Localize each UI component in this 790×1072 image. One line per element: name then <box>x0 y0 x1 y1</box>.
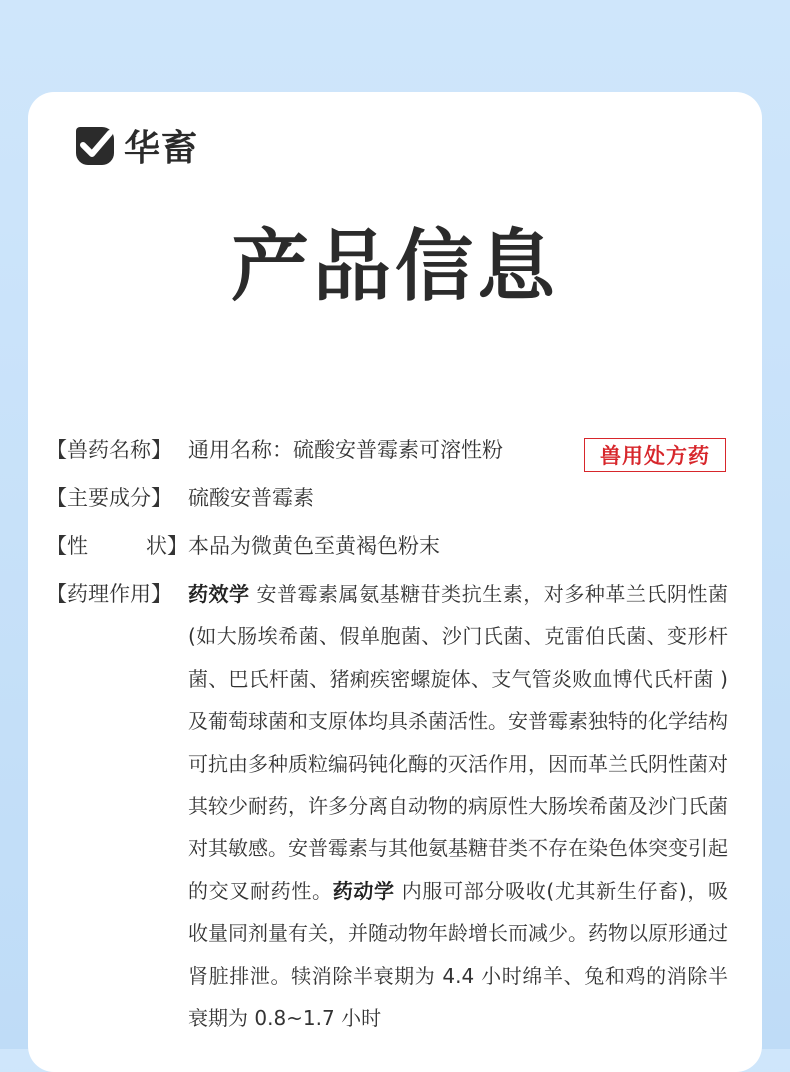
info-label: 【药理作用】 <box>46 582 172 606</box>
info-value: 硫酸安普霉素 <box>188 486 314 510</box>
info-label: 【主要成分】 <box>46 486 172 510</box>
brand-name: 华畜 <box>124 128 199 169</box>
pharmacodynamics-heading: 药效学 <box>188 582 250 606</box>
info-value: 本品为微黄色至黄褐色粉末 <box>188 534 440 558</box>
check-mark-logo-icon <box>72 123 118 169</box>
brand-logo <box>72 120 198 171</box>
info-value: 通用名称：硫酸安普霉素可溶性粉 <box>188 438 503 462</box>
info-label-end: 状】 <box>146 534 188 558</box>
info-label: 【兽药名称】 <box>46 438 172 462</box>
prescription-badge: 兽用处方药 <box>584 438 726 472</box>
pharmacokinetics-text: 内服可部分吸收(尤其新生仔畜)，吸收量同剂量有关，并随动物年龄增长而减少。药物以原形通过肾脏排泄。犊消除半衰期为 4.4 小时绵羊、兔和鸡的消除半衰期为 0.8~1.7 小时 <box>188 878 729 1031</box>
info-row-appearance <box>46 531 736 561</box>
info-row-main-ingredient <box>46 483 736 513</box>
pharmacokinetics-heading: 药动学 <box>332 878 395 903</box>
info-row-pharmacology <box>46 579 736 1039</box>
product-info-list <box>46 435 736 1057</box>
pharmacology-text <box>188 573 728 1039</box>
info-label-start: 【性 <box>46 534 88 558</box>
info-row-drug-name <box>46 435 736 465</box>
info-label <box>46 531 188 561</box>
product-info-card <box>28 92 762 1072</box>
page-title: 产品信息 <box>230 221 559 312</box>
pharmacodynamics-text: 安普霉素属氨基糖苷类抗生素，对多种革兰氏阴性菌(如大肠埃希菌、假单胞菌、沙门氏菌、克雷伯氏菌、变形杆菌、巴氏杆菌、猪痢疾密螺旋体、支气管炎败血博代氏杆菌 ) 及葡萄球菌和支原体均具杀菌活性。安普霉素独特的化学结构可抗由多种质粒编码钝化酶的灭活作用，因而革兰氏阴性菌对其较少耐药，许多分离自动物的病原性大肠埃希菌及沙门氏菌对其敏感。安普霉素与其他氨基糖苷类不存在染色体突变引起的交叉耐药性。 <box>188 582 729 903</box>
